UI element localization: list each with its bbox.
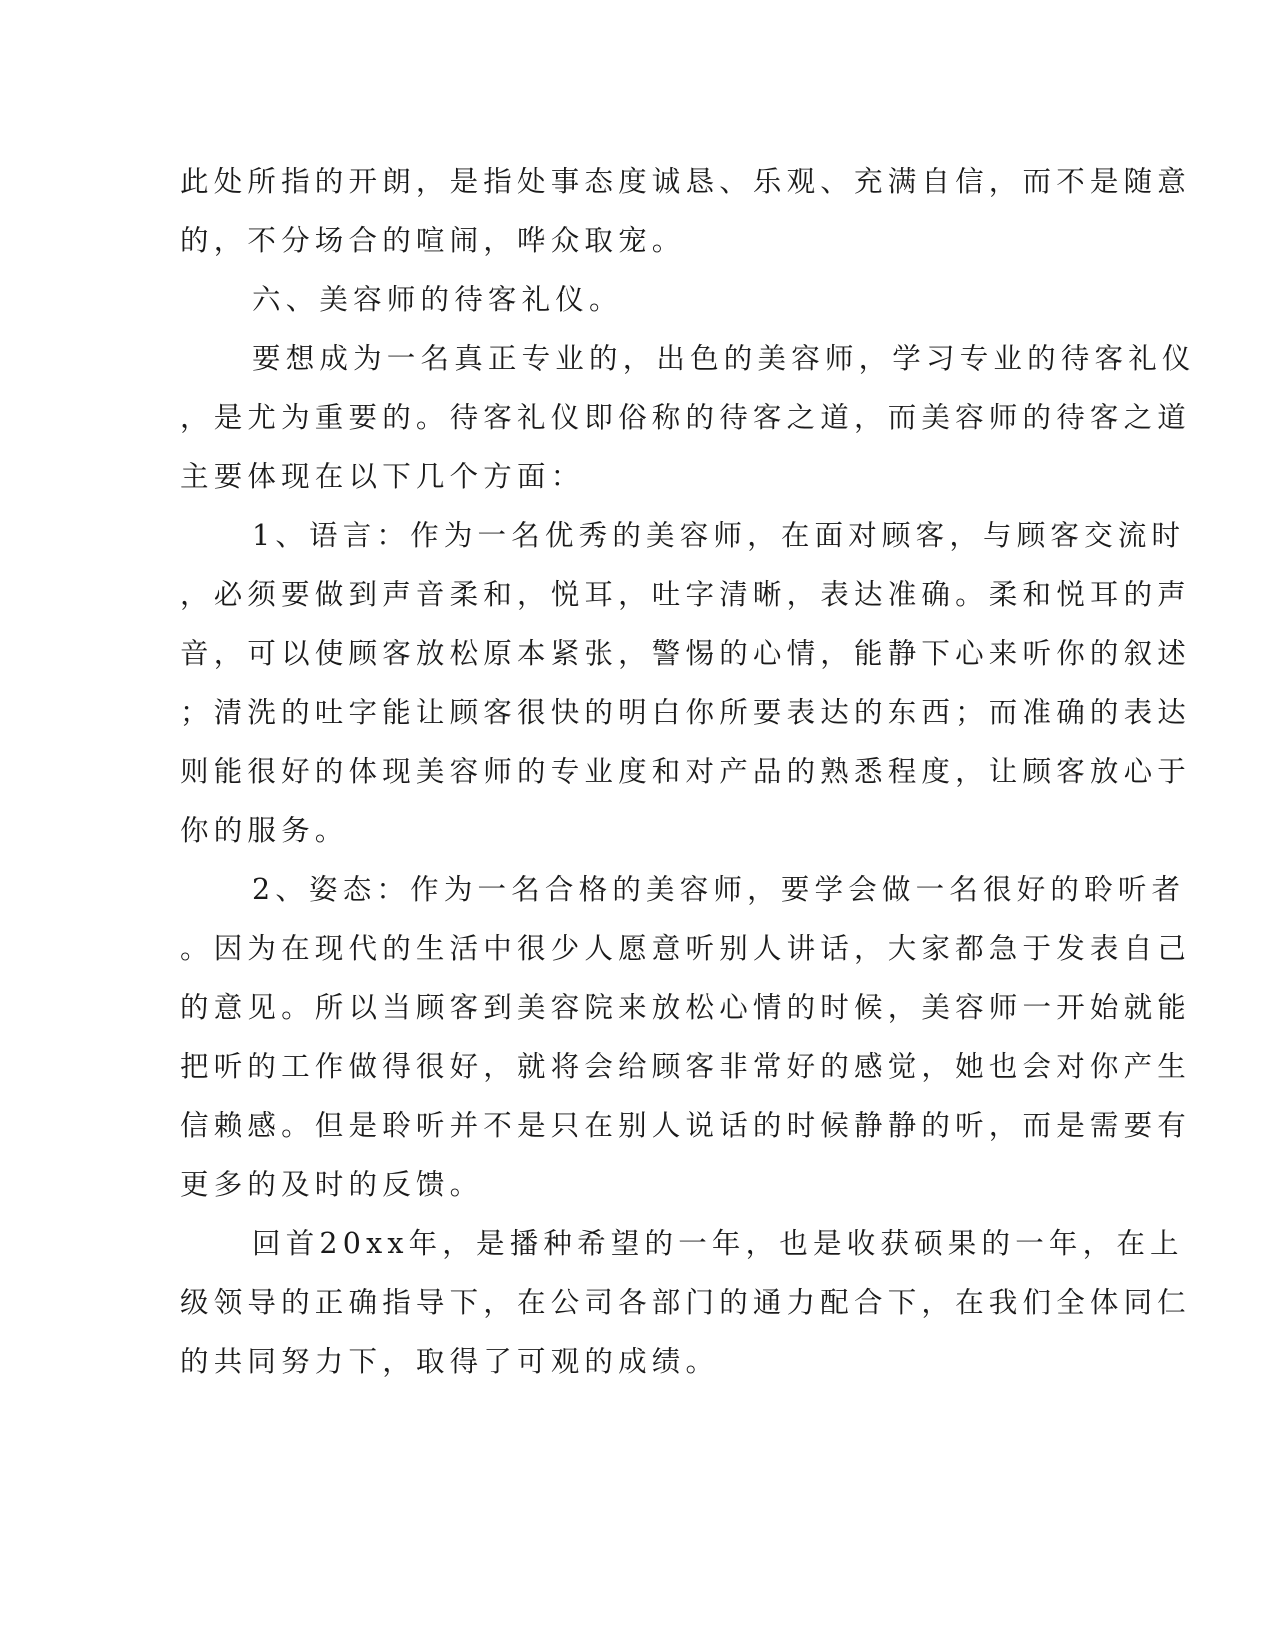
- text-line: 的意见。所以当顾客到美容院来放松心情的时候，美容师一开始就能: [180, 991, 1192, 1024]
- text-line: 回首20xx年，是播种希望的一年，也是收获硕果的一年，在上: [252, 1227, 1184, 1260]
- text-line: 2、姿态：作为一名合格的美容师，要学会做一名很好的聆听者: [252, 873, 1186, 906]
- text-line: 你的服务。: [180, 814, 349, 847]
- text-line: 要想成为一名真正专业的，出色的美容师，学习专业的待客礼仪: [252, 342, 1196, 375]
- text-line: ，是尤为重要的。待客礼仪即俗称的待客之道，而美容师的待客之道: [180, 401, 1192, 434]
- text-line: ，必须要做到声音柔和，悦耳，吐字清晰，表达准确。柔和悦耳的声: [180, 578, 1192, 611]
- text-line: 把听的工作做得很好，就将会给顾客非常好的感觉，她也会对你产生: [180, 1050, 1192, 1083]
- text-line: 信赖感。但是聆听并不是只在别人说话的时候静静的听，而是需要有: [180, 1109, 1192, 1142]
- text-line: 。因为在现代的生活中很少人愿意听别人讲话，大家都急于发表自己: [180, 932, 1192, 965]
- text-line: 主要体现在以下几个方面：: [180, 460, 585, 493]
- text-line: ；清洗的吐字能让顾客很快的明白你所要表达的东西；而准确的表达: [180, 696, 1192, 729]
- text-line: 则能很好的体现美容师的专业度和对产品的熟悉程度，让顾客放心于: [180, 755, 1192, 788]
- text-line: 更多的及时的反馈。: [180, 1168, 484, 1201]
- text-line: 级领导的正确指导下，在公司各部门的通力配合下，在我们全体同仁: [180, 1286, 1192, 1319]
- section-heading: 六、美容师的待客礼仪。: [252, 283, 623, 316]
- text-line: 的，不分场合的喧闹，哗众取宠。: [180, 224, 686, 257]
- text-line: 的共同努力下，取得了可观的成绩。: [180, 1345, 720, 1378]
- text-line: 音，可以使顾客放松原本紧张，警惕的心情，能静下心来听你的叙述: [180, 637, 1192, 670]
- text-line: 此处所指的开朗，是指处事态度诚恳、乐观、充满自信，而不是随意: [180, 165, 1192, 198]
- text-line: 1、语言：作为一名优秀的美容师，在面对顾客，与顾客交流时: [252, 519, 1186, 552]
